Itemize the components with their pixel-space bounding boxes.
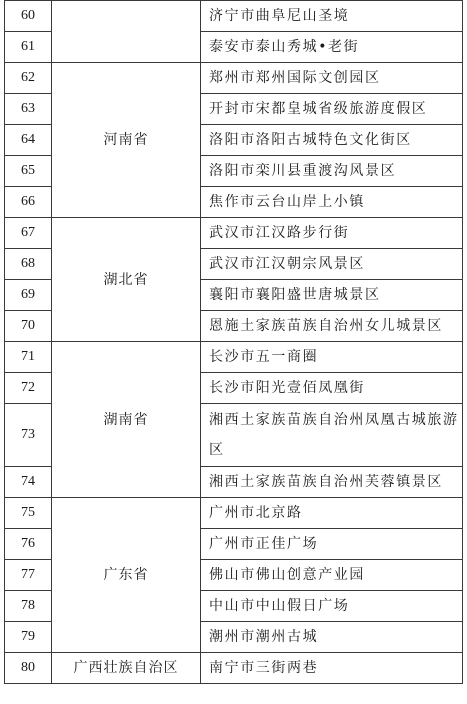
province-cell-guangdong: 广东省 [52,498,201,653]
row-number: 65 [5,156,52,187]
destination-name: 武汉市江汉路步行街 [201,218,463,249]
destination-name: 湘西土家族苗族自治州凤凰古城旅游区 [201,404,463,467]
destination-name: 潮州市潮州古城 [201,622,463,653]
table-row [5,218,463,249]
province-cell-hunan: 湖南省 [52,342,201,498]
destination-name: 佛山市佛山创意产业园 [201,560,463,591]
destination-name: 济宁市曲阜尼山圣境 [201,1,463,32]
destination-name: 洛阳市洛阳古城特色文化街区 [201,125,463,156]
destination-name: 长沙市五一商圈 [201,342,463,373]
row-number: 67 [5,218,52,249]
destination-name: 郑州市郑州国际文创园区 [201,63,463,94]
row-number: 71 [5,342,52,373]
destination-table [4,0,463,684]
row-number: 79 [5,622,52,653]
row-number: 74 [5,467,52,498]
row-number: 62 [5,63,52,94]
row-number: 75 [5,498,52,529]
destination-name: 长沙市阳光壹佰凤凰街 [201,373,463,404]
row-number: 60 [5,1,52,32]
row-number: 70 [5,311,52,342]
table-row [5,498,463,529]
row-number: 61 [5,32,52,63]
row-number: 68 [5,249,52,280]
destination-name: 开封市宋都皇城省级旅游度假区 [201,94,463,125]
province-cell-henan: 河南省 [52,63,201,218]
destination-name: 恩施土家族苗族自治州女儿城景区 [201,311,463,342]
row-number: 73 [5,404,52,467]
destination-name: 襄阳市襄阳盛世唐城景区 [201,280,463,311]
table-row [5,653,463,684]
destination-name: 南宁市三街两巷 [201,653,463,684]
row-number: 72 [5,373,52,404]
row-number: 77 [5,560,52,591]
row-number: 63 [5,94,52,125]
table-row [5,342,463,373]
row-number: 80 [5,653,52,684]
row-number: 78 [5,591,52,622]
destination-name: 焦作市云台山岸上小镇 [201,187,463,218]
destination-name: 湘西土家族苗族自治州芙蓉镇景区 [201,467,463,498]
row-number: 66 [5,187,52,218]
row-number: 64 [5,125,52,156]
destination-name: 广州市北京路 [201,498,463,529]
destination-name: 武汉市江汉朝宗风景区 [201,249,463,280]
destination-name: 广州市正佳广场 [201,529,463,560]
destination-name: 泰安市泰山秀城•老街 [201,32,463,63]
row-number: 76 [5,529,52,560]
province-cell-hubei: 湖北省 [52,218,201,342]
table-row [5,63,463,94]
province-cell-guangxi: 广西壮族自治区 [52,653,201,684]
destination-name: 中山市中山假日广场 [201,591,463,622]
row-number: 69 [5,280,52,311]
destination-name: 洛阳市栾川县重渡沟风景区 [201,156,463,187]
table-row [5,1,463,32]
province-cell-shandong [52,1,201,63]
